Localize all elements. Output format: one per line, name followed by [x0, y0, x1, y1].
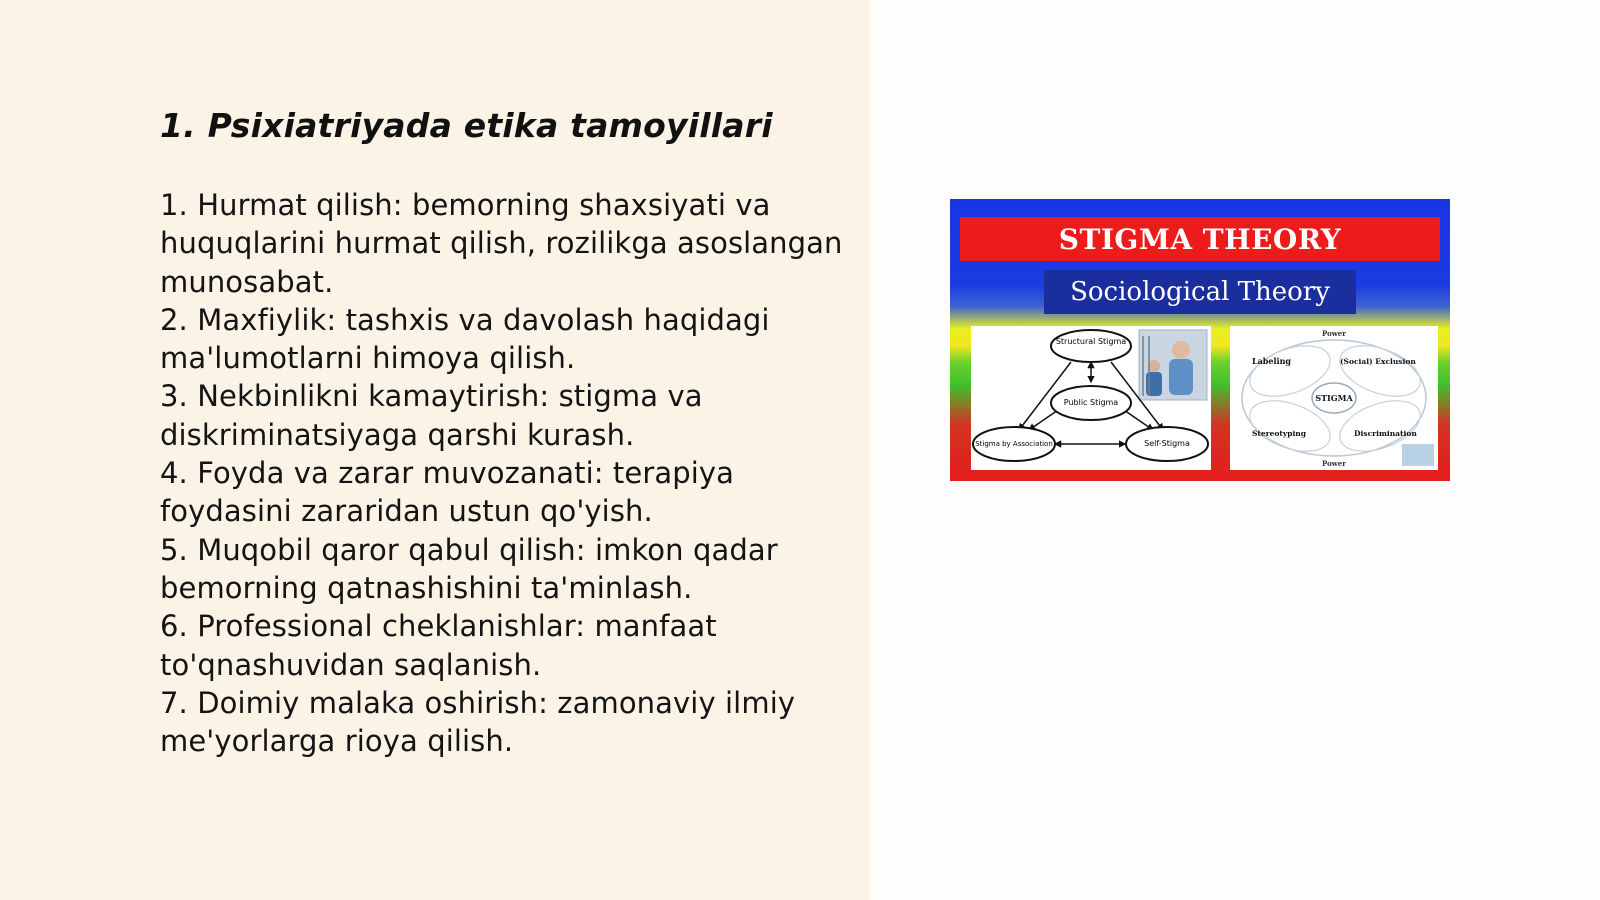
image-banner: STIGMA THEORY	[960, 217, 1440, 261]
node-label: Structural Stigma	[1055, 337, 1127, 346]
stigma-label: STIGMA	[1315, 393, 1353, 403]
structural-stigma-node	[1051, 330, 1131, 362]
node-label: Stigma by Association	[975, 440, 1053, 448]
stigma-process-diagram	[1230, 326, 1438, 470]
item-number: 7.	[160, 685, 188, 720]
item-number: 2.	[160, 302, 188, 337]
labeling-label: Labeling	[1252, 356, 1291, 366]
exclusion-label: (Social) Exclusion	[1340, 357, 1416, 366]
item-text: Foyda va zarar muvozanati: terapiya foydasini zararidan ustun qo'yish.	[160, 456, 735, 529]
node-label: Self-Stigma	[1144, 439, 1190, 448]
item-text: Professional cheklanishlar: manfaat to'qnashuvidan saqlanish.	[160, 609, 717, 682]
list-item	[160, 377, 860, 454]
list-item	[160, 607, 860, 684]
stigma-types-diagram	[971, 326, 1211, 470]
stigma-process-svg	[1230, 326, 1438, 470]
principles-list	[160, 186, 860, 760]
list-item	[160, 684, 860, 761]
list-item	[160, 531, 860, 608]
power-label: Power	[1322, 329, 1346, 338]
item-number: 1.	[160, 188, 188, 222]
discrimination-label: Discrimination	[1354, 429, 1417, 438]
person-head	[1172, 341, 1190, 359]
image-subtitle: Sociological Theory	[1044, 270, 1356, 314]
item-text: Doimiy malaka oshirish: zamonaviy ilmiy me'yorlarga rioya qilish.	[160, 685, 796, 759]
node-label: Public Stigma	[1063, 398, 1119, 407]
slide-title: 1. Psixiatriyada etika tamoyillari	[160, 106, 773, 145]
item-number: 3.	[160, 379, 188, 414]
stigma-types-svg	[971, 326, 1211, 470]
stereotyping-label: Stereotyping	[1252, 429, 1306, 438]
list-item	[160, 454, 860, 531]
item-text: Muqobil qaror qabul qilish: imkon qadar bemorning qatnashishini ta'minlash.	[160, 532, 778, 605]
power-label: Power	[1322, 459, 1346, 468]
item-number: 6.	[160, 609, 188, 644]
stigma-theory-image	[950, 199, 1450, 481]
list-item	[160, 186, 860, 301]
person-body	[1169, 359, 1193, 395]
item-text: Maxfiylik: tashxis va davolash haqidagi ma'lumotlarni himoya qilish.	[160, 302, 770, 376]
item-number: 4.	[160, 456, 188, 491]
item-text: Nekbinlikni kamaytirish: stigma va diskriminatsiyaga qarshi kurash.	[160, 379, 703, 452]
item-text: Hurmat qilish: bemorning shaxsiyati va huquqlarini hurmat qilish, rozilikga asoslangan munosabat.	[160, 188, 843, 299]
item-number: 5.	[160, 532, 188, 567]
list-item	[160, 301, 860, 378]
